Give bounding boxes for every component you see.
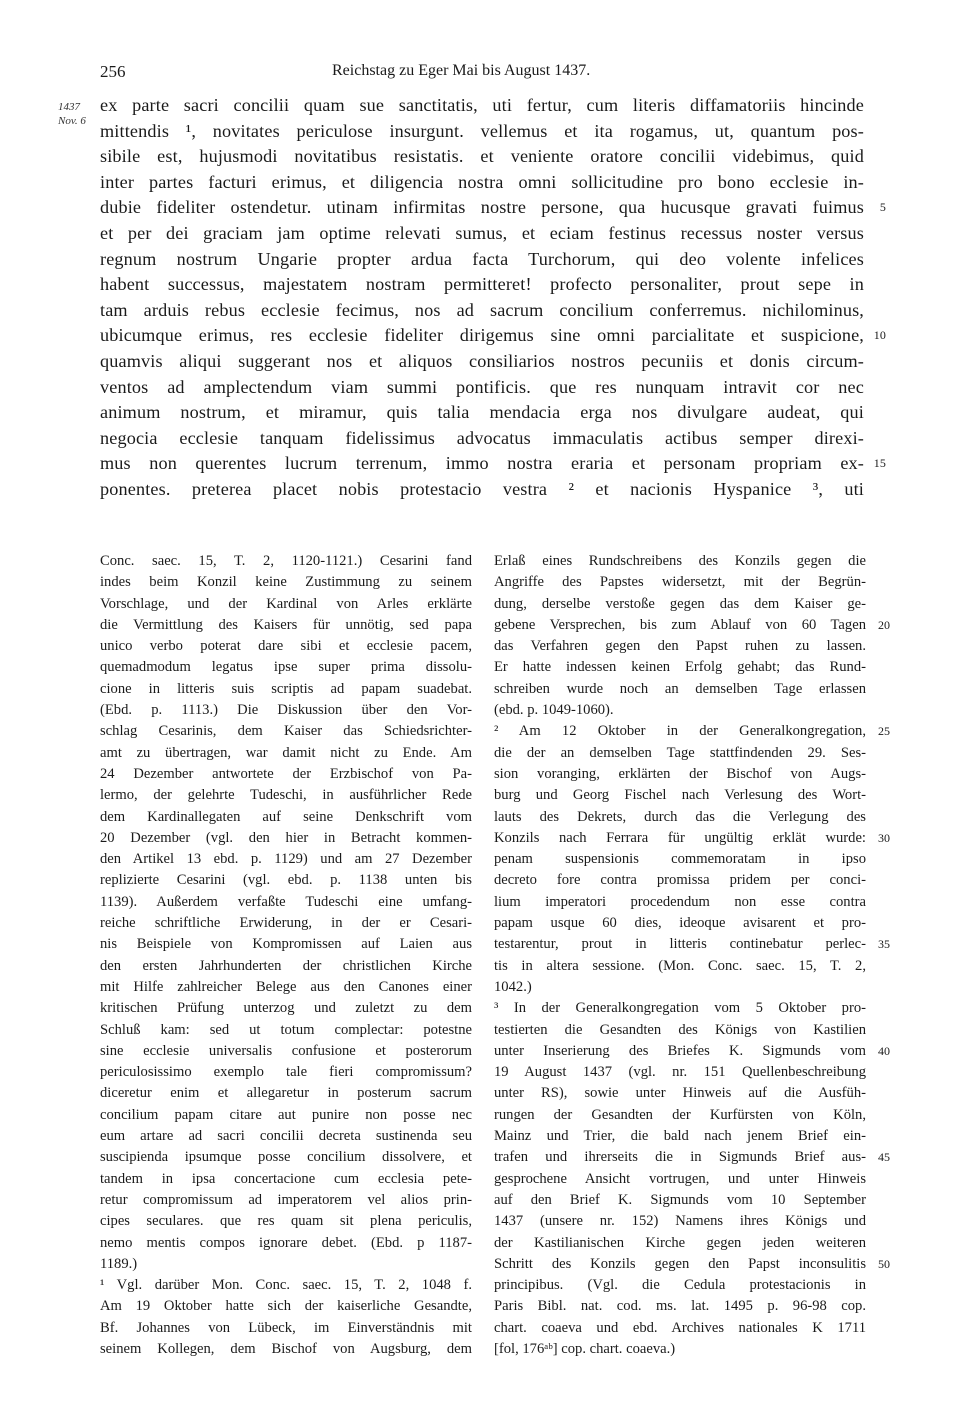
footnote-line [100,1126,472,1147]
line-text: ³ In der Generalkongregation vom 5 Oktober pro- [494,1000,866,1017]
line-text: nemo mentis compos ignorare debet. (Ebd. p 1187- [100,1234,472,1251]
line-text: das Verfahren gegen den Papst ruhen zu lassen. [494,638,866,655]
footnote-line [100,1020,472,1041]
line-number: 25 [878,724,890,739]
line-text: der Kastilianischen Kirche gegen jeden weiteren [494,1234,866,1251]
footnote-line [494,913,866,934]
line-text: ¹ Vgl. darüber Mon. Conc. saec. 15, T. 2, 1048 f. [100,1277,472,1294]
line-text: Konzils nach Ferrara für ungültig erklät wurde: [494,829,866,846]
line-text: mit Hilfe zahlreicher Belege aus den Canones einer [100,978,472,995]
footnote-line [494,1169,866,1190]
line-text: Angriffe des Papstes widersetzt, mit der Begrün- [494,574,866,591]
line-text: animum nostrum, et miramur, quis talia mendacia erga nos divulgare audeat, qui [100,402,864,423]
line-text: penam suspensionis commemoratam in ipso [494,851,866,868]
footnote-line [100,1147,472,1168]
text-line [100,170,864,196]
footnote-line [494,934,890,955]
footnote-line [100,636,472,657]
line-text: amt zu übertragen, war damit nicht zu Ende. Am [100,744,472,761]
footnote-line [100,1233,472,1254]
text-line [100,195,886,221]
line-text: burg und Georg Fischel nach Verlesung des Wort- [494,787,866,804]
line-text: periculosissimo exemplo tale fieri compromissum? [100,1064,472,1081]
text-line [100,323,886,349]
page-header [100,62,880,86]
footnote-line [100,1041,472,1062]
line-text: Mainz und Trier, die bald nach jenem Brief ein- [494,1128,866,1145]
footnote-line [100,934,472,955]
footnote-line [100,977,472,998]
footnote-line [494,1020,866,1041]
footnote-line [494,764,866,785]
footnote-line [494,956,866,977]
text-line [100,426,864,452]
line-text: 20 Dezember (vgl. den hier in Betracht kommen- [100,829,472,846]
footnote-line [494,1062,866,1083]
line-text: negocia ecclesie tanquam fidelissimus advocatus immaculatis actibus semper direxi- [100,427,864,448]
line-number: 50 [878,1256,890,1271]
footnote-line [100,807,472,828]
line-text: testarentur, prout in litteris continebatur perlec- [494,936,866,953]
line-text: testierten die Gesandten des Königs von Kastilien [494,1021,866,1038]
footnote-line [494,1126,866,1147]
footnote-line [100,1339,472,1360]
footnote-line [100,1169,472,1190]
line-text: 1139). Außerdem verfaßte Tudeschi eine umfang- [100,893,472,910]
footnote-line [100,743,472,764]
footnote-line [100,1275,472,1296]
text-line [100,375,864,401]
line-text: cipes seculares. que res quam sit plena periculis, [100,1213,472,1230]
running-title: Reichstag zu Eger Mai bis August 1437. [332,62,591,79]
line-text: ubicumque erimus, res ecclesie fideliter dirigemus sine omni parcialitate et suspicione, [100,325,864,346]
line-number: 40 [878,1043,890,1058]
footnote-line [100,1254,472,1275]
line-text: gesprochene Ansicht vortrugen, und unter Hinweis [494,1170,866,1187]
line-text: Vorschlage, und der Kardinal von Arles erklärte [100,595,472,612]
line-number: 5 [879,200,886,215]
line-text: retur compromissum ad imperatorem vel alios prin- [100,1191,472,1208]
line-text: seinem Kollegen, dem Bischof von Augsburg, dem [100,1340,472,1357]
line-text: et per dei graciam jam optime relevati sumus, et eciam festinus recessus noster versus [100,222,864,243]
line-text: 1437 (unsere nr. 152) Namens ihres Königs und [494,1213,866,1230]
page-number: 256 [100,62,126,81]
line-number: 10 [873,328,886,343]
line-text: principibus. (Vgl. die Cedula protestacionis in [494,1277,866,1294]
line-text: Er hatte indessen keinen Erfolg gehabt; das Rund- [494,659,866,676]
footnote-line [100,870,472,891]
line-text: dung, derselbe verstoße gegen das dem Kaiser ge- [494,595,866,612]
footnote-line [494,998,866,1019]
line-text: Am 19 Oktober hatte sich der kaiserliche Gesandte, [100,1298,472,1315]
footnote-line [494,1318,866,1339]
line-text: replizierte Cesarini (vgl. ebd. p. 1138 unten bis [100,872,472,889]
line-text: indes beim Konzil keine Zustimmung zu seinem [100,574,472,591]
footnote-line [100,594,472,615]
footnote-line [494,1190,866,1211]
line-text: sine ecclesie universalis confusione et posterorum [100,1042,472,1059]
line-text: 1189.) [100,1255,138,1272]
footnote-line [494,615,890,636]
line-number: 45 [878,1150,890,1165]
footnote-line [494,657,866,678]
footnote-line [100,1190,472,1211]
line-text: cione in litteris suis scriptis ad papam suadebat. [100,680,472,697]
footnote-line [100,1296,472,1317]
line-number: 30 [878,830,890,845]
line-text: Schritt des Konzils gegen den Papst inconsulitis [494,1255,866,1272]
footnote-line [494,679,866,700]
footnote-line [100,849,472,870]
line-text: (ebd. p. 1049-1060). [494,702,614,719]
footnote-line [494,594,866,615]
text-line [100,144,864,170]
main-text-block [100,93,886,503]
line-text: schlag Cesarinis, dem Kaiser das Schiedsrichter- [100,723,472,740]
line-text: diceretur enim et allegaretur in posterum sacrum [100,1085,472,1102]
line-text: papam usque 60 dies, ideoque avisarent et pro- [494,915,866,932]
line-text: nis Beispiele von Kompromissen auf Laien aus [100,936,472,953]
line-text: [fol, 176ᵃᵇ] cop. chart. coaeva.) [494,1340,676,1357]
line-text: 1042.) [494,978,532,995]
line-text: mittendis ¹, novitates periculose insurgunt. vellemus et ita rogamus, ut, quantum pos- [100,120,864,141]
text-line [100,272,864,298]
line-text: concilium papam citare aut punire non posse nec [100,1106,472,1123]
line-text: den Artikel 13 ebd. p. 1129) und am 27 Dezember [100,851,472,868]
line-number: 35 [878,937,890,952]
line-text: tandem in ipsa concertacione cum ecclesia pete- [100,1170,472,1187]
line-text: den ersten Jahrhunderten der christlichen Kirche [100,957,472,974]
line-text: gebene Versprechen, bis zum Ablauf von 60 Tagen [494,616,866,633]
line-text: sibile est, hujusmodi novitatibus resistatis. et veniente oratore concilii videbimus, quid [100,146,864,167]
line-text: Paris Bibl. nat. cod. ms. lat. 1495 p. 96-98 cop. [494,1298,866,1315]
line-text: inter partes facturi erimus, et diligencia nostra omni sollicitudine pro bono ecclesie in- [100,171,864,192]
footnote-line [100,1083,472,1104]
footnote-line [494,551,866,572]
text-line [100,247,864,273]
text-line [100,451,886,477]
footnote-line [100,551,472,572]
footnote-line [494,785,866,806]
footnote-line [100,1105,472,1126]
line-text: Schluß kam: sed ut totum complectar: potestne [100,1021,472,1038]
line-text: regnum nostrum Ungarie propter ardua facta Turchorum, qui deo volente infelices [100,248,864,269]
line-text: quemadmodum legatus ipse super prima dissolu- [100,659,472,676]
line-text: (Ebd. p. 1113.) Die Diskussion über den Vor- [100,702,472,719]
line-text: Conc. saec. 15, T. 2, 1120-1121.) Cesarini fand [100,553,472,569]
line-text: Erlaß eines Rundschreibens des Konzils gegen die [494,553,866,569]
line-text: schreiben wurde noch an demselben Tage erlassen [494,680,866,697]
footnote-line [100,1211,472,1232]
line-text: auf den Brief K. Sigmunds vom 10 September [494,1191,866,1208]
line-text: mus non querentes lucrum terrenum, immo nostra eraria et personam propriam ex- [100,453,864,474]
footnote-line [100,1318,472,1339]
line-text: sion voranging, erklärten der Bischof von Augs- [494,765,866,782]
line-text: kritischen Prüfung unterzog und zuletzt zu dem [100,1000,472,1017]
line-text: 24 Dezember antwortete der Erzbischof von Pa- [100,765,472,782]
footnote-line [494,870,866,891]
margin-date-note [58,100,86,128]
footnote-line [100,828,472,849]
footnote-line [100,1062,472,1083]
line-text: Bf. Johannes von Lübeck, im Einverständnis mit [100,1319,472,1336]
line-text: tam arduis rebus ecclesie fecimus, nos ad sacrum concilium conferremus. nichilominus, [100,299,864,320]
line-text: dem Kardinallegaten auf seine Denkschrift vom [100,808,472,825]
text-line [100,298,864,324]
line-text: ex parte sacri concilii quam sue sanctitatis, uti fertur, cum literis diffamatoriis hincinde [100,95,864,115]
text-line [100,119,864,145]
line-text: trafen und ihrerseits die in Sigmunds Brief aus- [494,1149,866,1166]
line-text: lermo, der gelehrte Tudeschi, in ausführlicher Rede [100,787,472,804]
line-text: rungen der Gesandten der Kurfürsten von Köln, [494,1106,866,1123]
footnote-line [100,615,472,636]
line-text: unico verbo poterat dare sibi et ecclesie pacem, [100,638,472,655]
footnote-line [100,657,472,678]
footnote-line [494,1147,890,1168]
text-line [100,477,864,503]
line-text: suscipienda ipsumque posse concilium dissolvere, et [100,1149,472,1166]
line-text: tis in altera sessione. (Mon. Conc. saec. 15, T. 2, [494,957,866,974]
line-text: ² Am 12 Oktober in der Generalkongregation, [494,723,866,740]
footnote-line [494,743,866,764]
footnote-line [494,807,866,828]
footnote-line [100,700,472,721]
text-line [100,349,864,375]
footnote-line [494,1254,890,1275]
footnote-line [494,721,890,742]
footnote-line [100,764,472,785]
margin-year: 1437 [58,101,80,113]
line-text: quamvis aliqui suggerant nos et aliquos consiliarios nostros pecuniis et donis circum- [100,350,864,371]
line-text: 19 August 1437 (vgl. nr. 151 Quellenbeschreibung [494,1064,866,1081]
footnote-line [100,785,472,806]
line-text: die der an demselben Tage stattfindenden 29. Ses- [494,744,866,761]
footnotes-right-column [494,551,890,1360]
footnote-line [100,913,472,934]
line-text: ponentes. preterea placet nobis protestacio vestra ² et nacionis Hyspanice ³, uti [100,478,864,499]
text-line [100,221,864,247]
footnote-line [494,572,866,593]
footnote-line [494,1296,866,1317]
line-number: 15 [873,456,886,471]
footnote-line [100,956,472,977]
footnote-line [494,1105,866,1126]
line-text: ventos ad amplectendum viam summi pontificis. que res nunquam intravit cor nec [100,376,864,397]
footnote-line [494,1233,866,1254]
line-text: die Vermittlung des Kaisers für unnötig, sed papa [100,616,472,633]
line-text: dubie fideliter ostendetur. utinam infirmitas nostre persone, qua hucusque gravati fuimus [100,197,864,218]
line-text: reiche schriftliche Erwiderung, in der er Cesari- [100,915,472,932]
line-text: unter RS), sowie unter Hinweis auf die Ausfüh- [494,1085,866,1102]
line-text: decreto fore contra promissa pridem per conci- [494,872,866,889]
footnote-line [100,892,472,913]
footnote-line [494,700,866,721]
footnote-line [100,679,472,700]
margin-day: Nov. 6 [58,115,86,127]
footnote-line [494,828,890,849]
line-number: 20 [878,617,890,632]
line-text: lium imperatori procedendum non esse contra [494,893,866,910]
footnote-line [100,721,472,742]
line-text: unter Inserierung des Briefes K. Sigmunds vom [494,1042,866,1059]
line-text: lauts des Dekrets, durch das die Verlegung des [494,808,866,825]
footnote-line [100,998,472,1019]
footnote-line [494,1339,866,1360]
footnote-line [494,1211,866,1232]
line-text: eum artare ad sacri concilii decreta sustinenda seu [100,1128,472,1145]
line-text: chart. coaeva und ebd. Archives nationales K 1711 [494,1319,866,1336]
line-text: habent successus, majestatem nostram permitteret! profecto personaliter, prout sepe in [100,274,864,295]
text-line [100,400,864,426]
footnote-line [494,1083,866,1104]
footnote-line [494,1275,866,1296]
footnote-line [494,849,866,870]
footnote-line [100,572,472,593]
footnote-line [494,892,866,913]
footnote-line [494,636,866,657]
footnotes-left-column [100,551,472,1360]
footnote-line [494,1041,890,1062]
footnote-line [494,977,866,998]
text-line [100,93,864,119]
